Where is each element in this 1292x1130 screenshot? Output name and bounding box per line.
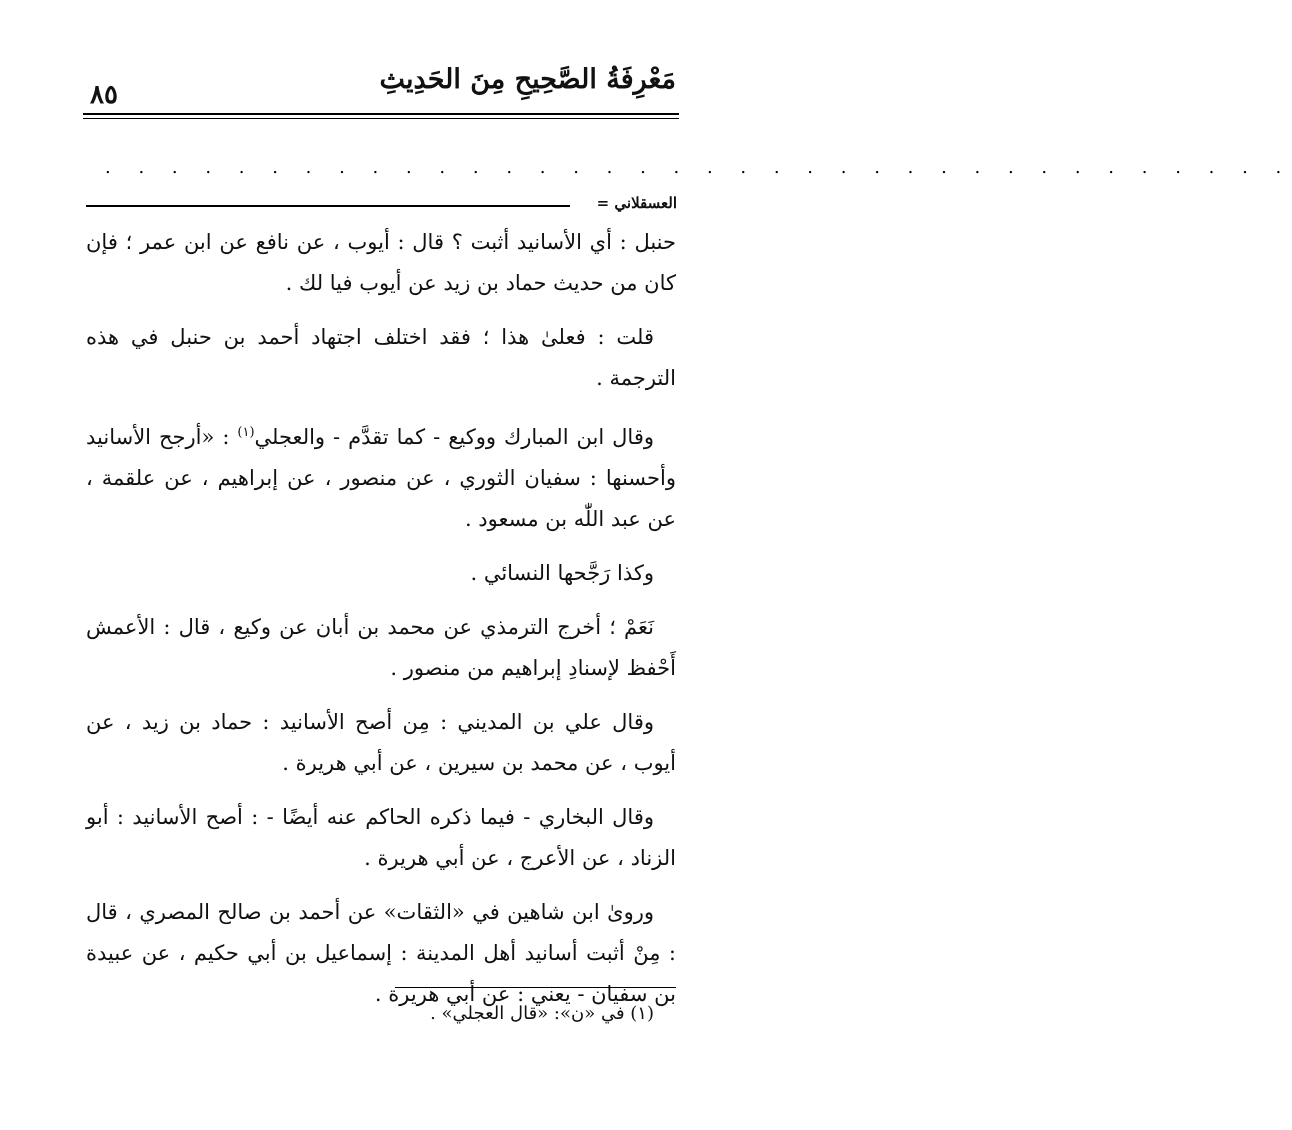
section-continuation-label: العسقلاني =	[596, 194, 677, 212]
header-rule-thick	[83, 113, 679, 115]
paragraph: قلت : فعلىٰ هذا ؛ فقد اختلف اجتهاد أحمد بن حنبل في هذه الترجمة .	[86, 325, 676, 390]
paragraph: وقال علي بن المديني : مِن أصح الأسانيد : حماد بن زيد ، عن أيوب ، عن محمد بن سيرين ، عن أبي هريرة .	[86, 710, 676, 775]
header-rule-thin	[83, 118, 679, 119]
running-header-title: مَعْرِفَةُ الصَّحِيحِ مِنَ الحَدِيثِ	[379, 64, 676, 95]
paragraph: وروىٰ ابن شاهين في «الثقات» عن أحمد بن صالح المصري ، قال : مِنْ أثبت أسانيد أهل المدينة : إسماعيل بن أبي حكيم ، عن عبيدة بن سفيان - يعني : عن أبي هريرة .	[86, 900, 676, 1006]
footnote: (١) في «ن»: «قال العجلي» .	[430, 1003, 654, 1024]
paragraph: نَعَمْ ؛ أخرج الترمذي عن محمد بن أبان عن وكيع ، قال : الأعمش أَحْفظ لإسنادِ إبراهيم من منصور .	[86, 615, 676, 680]
paragraph: وكذا رَجَّحها النسائي .	[470, 561, 654, 585]
paragraph-text: : «أرجح الأسانيد وأحسنها : سفيان الثوري ، عن منصور ، عن إبراهيم ، عن علقمة ، عن عبد اللّٰه بن مسعود .	[86, 425, 676, 531]
paragraph: حنبل : أي الأسانيد أثبت ؟ قال : أيوب ، عن نافع عن ابن عمر ؛ فإن كان من حديث حماد بن زيد عن أيوب فيا لك .	[86, 230, 676, 295]
footnote-rule	[395, 987, 676, 988]
dotted-separator: . . . . . . . . . . . . . . . . . . . . . . . . . . . . . . . . . . . .	[105, 157, 1292, 178]
footnote-ref: (١)	[237, 425, 255, 440]
main-text	[86, 222, 676, 1028]
paragraph	[86, 412, 676, 540]
paragraph-text: وقال ابن المبارك ووكيع - كما تقدَّم - والعجلي	[254, 425, 654, 449]
section-rule	[86, 205, 570, 207]
paragraph: وقال البخاري - فيما ذكره الحاكم عنه أيضًا - : أصح الأسانيد : أبو الزناد ، عن الأعرج ، عن أبي هريرة .	[86, 805, 676, 870]
page-number: ٨٥	[90, 80, 118, 110]
